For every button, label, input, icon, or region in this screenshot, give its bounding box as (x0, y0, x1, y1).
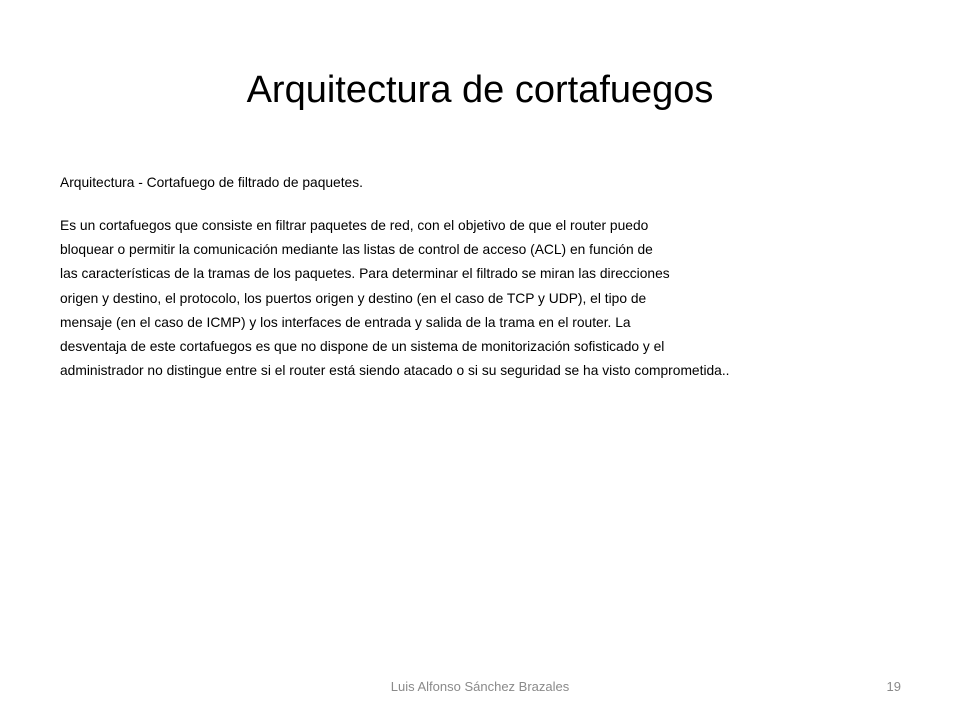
page-number: 19 (886, 679, 901, 694)
paragraph-line: Es un cortafuegos que consiste en filtrar paquetes de red, con el objetivo de que el router puedo (60, 218, 649, 233)
paragraph-line: origen y destino, el protocolo, los puertos origen y destino (en el caso de TCP y UDP), el tipo de (60, 290, 647, 306)
paragraph-line: bloquear o permitir la comunicación mediante las listas de control de acceso (ACL) en función de (60, 242, 653, 258)
paragraph-line: desventaja de este cortafuegos es que no dispone de un sistema de monitorización sofisticado y el (60, 339, 665, 355)
slide-content (60, 172, 920, 383)
paragraph-line: mensaje (en el caso de ICMP) y los interfaces de entrada y salida de la trama en el router. La (60, 314, 631, 330)
footer-author: Luis Alfonso Sánchez Brazales (390, 679, 570, 694)
description-paragraph (60, 214, 920, 383)
paragraph-line: las características de la tramas de los paquetes. Para determinar el filtrado se miran las direcciones (60, 266, 670, 282)
slide-title: Arquitectura de cortafuegos (246, 69, 714, 111)
paragraph-line: administrador no distingue entre si el router está siendo atacado o si su seguridad se ha visto comprometida.. (60, 363, 730, 379)
slide-subtitle: Arquitectura - Cortafuego de filtrado de paquetes. (60, 175, 363, 190)
